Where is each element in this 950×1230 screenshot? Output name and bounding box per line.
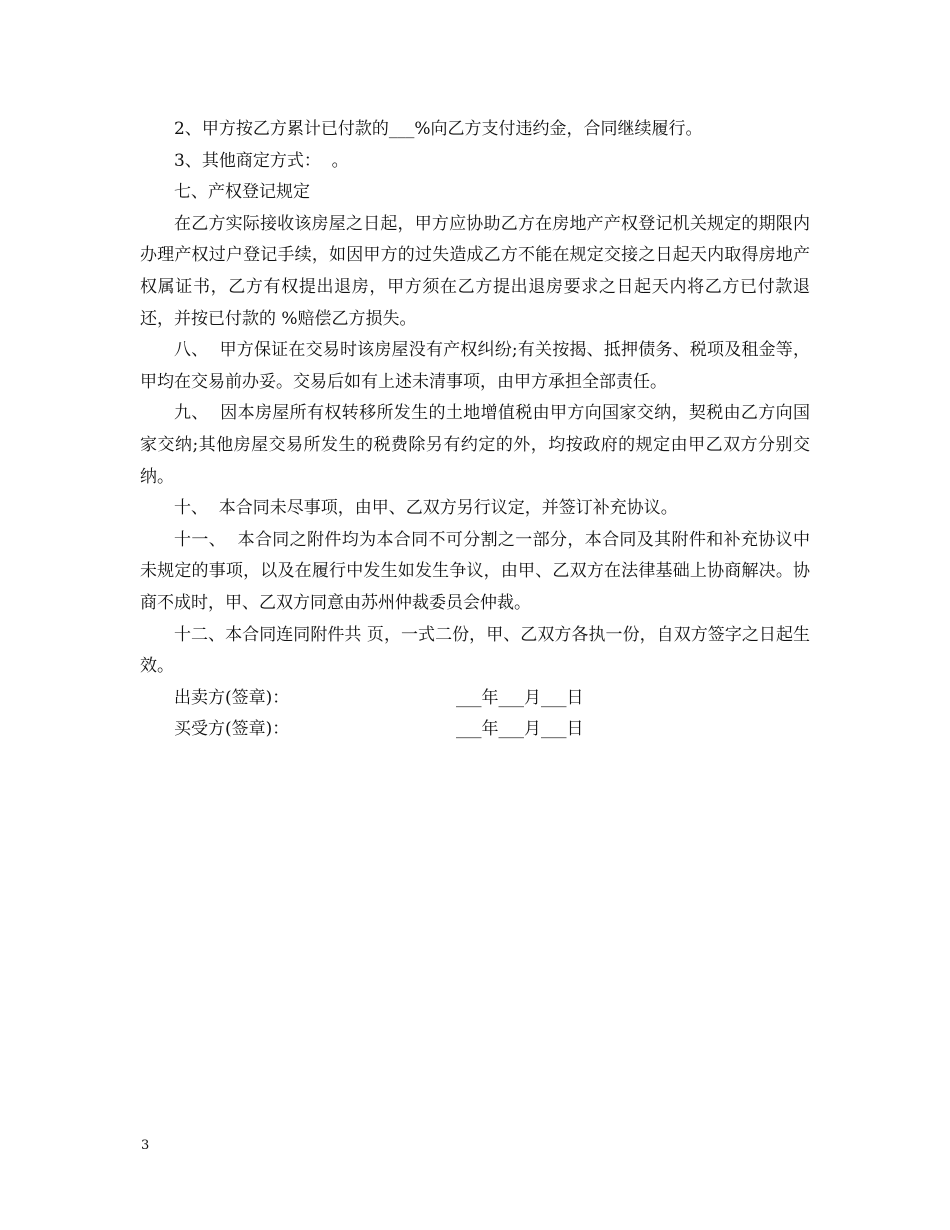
clause-ten-supplementary: 十、 本合同未尽事项，由甲、乙双方另行议定，并签订补充协议。 [174,498,678,519]
seller-signature-date: ___年___月___日 [456,687,584,708]
buyer-signature-date: ___年___月___日 [456,719,584,740]
clause-penalty-payment: 2、甲方按乙方累计已付款的___%向乙方支付违约金，合同继续履行。 [174,119,703,139]
clause-property-registration: 在乙方实际接收该房屋之日起，甲方应协助乙方在房地产产权登记机关规定的期限内办理产权过户登记手续，如因甲方的过失造成乙方不能在规定交接之日起天内取得房地产权属证书，乙方有权提出退房，甲方须在乙方提出退房要求之日起天内将乙方已付款退还，并按已付款的 %赔偿乙方损失。 [140,213,810,329]
buyer-signature-label: 买受方(签章)： [174,719,290,740]
clause-nine-taxes: 九、 因本房屋所有权转移所发生的土地增值税由甲方向国家交纳，契税由乙方向国家交纳;其他房屋交易所发生的税费除另有约定的外，均按政府的规定由甲乙双方分别交纳。 [140,403,810,487]
section-heading-property-registration: 七、产权登记规定 [174,182,310,203]
contract-body [140,114,810,746]
page-number: 3 [141,1138,150,1153]
clause-eight-no-disputes: 八、 甲方保证在交易时该房屋没有产权纠纷;有关按揭、抵押债务、税项及租金等，甲均在交易前办妥。交易后如有上述未清事项，由甲方承担全部责任。 [140,340,810,392]
seller-signature-row [140,683,810,715]
clause-other-methods: 3、其他商定方式： 。 [174,150,349,171]
clause-twelve-effect: 十二、本合同连同附件共 页，一式二份，甲、乙双方各执一份，自双方签字之日起生效。 [140,624,810,677]
clause-eleven-disputes: 十一、 本合同之附件均为本合同不可分割之一部分，本合同及其附件和补充协议中未规定的事项，以及在履行中发生如发生争议，由甲、乙双方在法律基础上协商解决。协商不成时，甲、乙双方同意由苏州仲裁委员会仲裁。 [140,529,810,613]
seller-signature-label: 出卖方(签章)： [174,687,290,708]
buyer-signature-row [140,714,810,746]
